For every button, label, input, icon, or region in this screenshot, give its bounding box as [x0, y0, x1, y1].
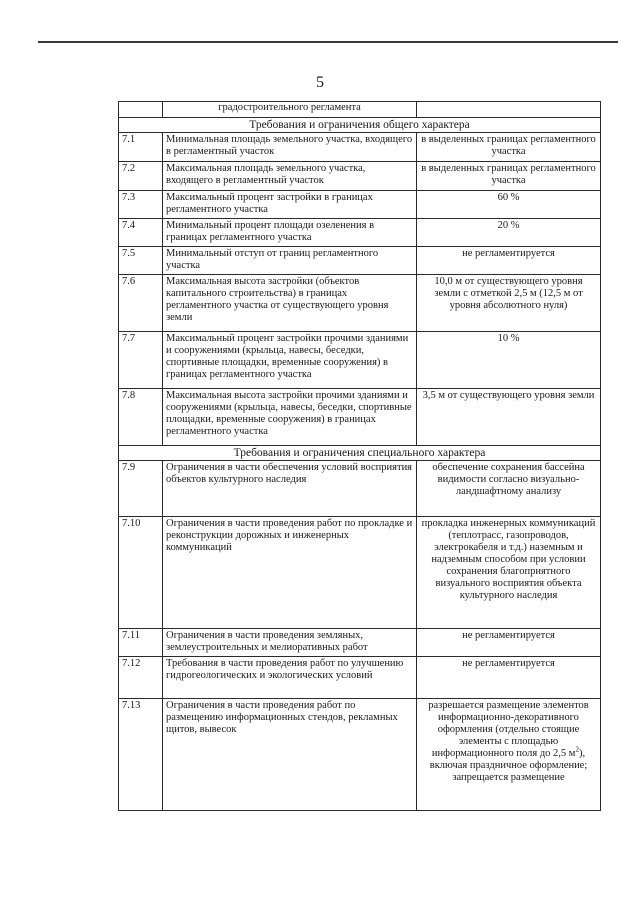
row-description: Ограничения в части обеспечения условий восприятия объектов культурного наследия	[163, 461, 417, 517]
row-value: 60 %	[417, 191, 601, 219]
table-row	[119, 133, 601, 162]
row-number: 7.2	[119, 162, 163, 191]
row-value: 10,0 м от существующего уровня земли с отметкой 2,5 м (12,5 м от уровня абсолютного нуля)	[417, 275, 601, 332]
row-description: Минимальный процент площади озеленения в границах регламентного участка	[163, 219, 417, 247]
row-value: 10 %	[417, 332, 601, 389]
row-number: 7.12	[119, 657, 163, 699]
section-row-special	[119, 446, 601, 461]
table-row	[119, 332, 601, 389]
row-description: Максимальная высота застройки (объектов капитального строительства) в границах регламентного участка от существующего уровня земли	[163, 275, 417, 332]
table-row	[119, 699, 601, 811]
row-value-part: разрешается размещение элементов информационно-декоративного оформления (отдельно стоящие элементы с площадью информационного поля до 2,5 м	[428, 700, 589, 759]
table-row	[119, 219, 601, 247]
row-description: Максимальный процент застройки прочими зданиями и сооружениями (крыльца, навесы, беседки, спортивные площадки, временные сооружения) в границах регламентного участка	[163, 332, 417, 389]
table-row	[119, 162, 601, 191]
row-number: 7.8	[119, 389, 163, 446]
row-value: не регламентируется	[417, 247, 601, 275]
row-value: 20 %	[417, 219, 601, 247]
row-number: 7.5	[119, 247, 163, 275]
table-row	[119, 657, 601, 699]
section-row-general	[119, 118, 601, 133]
row-value: обеспечение сохранения бассейна видимости согласно визуально-ландшафтному анализу	[417, 461, 601, 517]
section-title-special: Требования и ограничения специального характера	[119, 446, 601, 461]
row-value: в выделенных границах регламентного участка	[417, 133, 601, 162]
row-description: Ограничения в части проведения работ по прокладке и реконструкции дорожных и инженерных коммуникаций	[163, 517, 417, 629]
row-description: Ограничения в части проведения работ по размещению информационных стендов, рекламных щитов, вывесок	[163, 699, 417, 811]
table-row	[119, 629, 601, 657]
row-number: 7.4	[119, 219, 163, 247]
row-number: 7.9	[119, 461, 163, 517]
table-row	[119, 275, 601, 332]
row-number: 7.11	[119, 629, 163, 657]
row-value: прокладка инженерных коммуникаций (теплотрасс, газопроводов, электрокабеля и т.д.) наземным и надземным способом при условии сохранения благоприятного визуального восприятия объекта культурного наследия	[417, 517, 601, 629]
table-header-row	[119, 102, 601, 118]
row-description: Максимальный процент застройки в границах регламентного участка	[163, 191, 417, 219]
row-description: Максимальная высота застройки прочими зданиями и сооружениями (крыльца, навесы, беседки, спортивные площадки, временные сооружения) в границах регламентного участка	[163, 389, 417, 446]
row-number: 7.6	[119, 275, 163, 332]
row-number: 7.10	[119, 517, 163, 629]
row-value-part: ), включая праздничное оформление; запрещается размещение	[429, 748, 588, 783]
regulation-table	[118, 101, 601, 811]
row-description: Минимальный отступ от границ регламентного участка	[163, 247, 417, 275]
row-value: не регламентируется	[417, 657, 601, 699]
table-row	[119, 517, 601, 629]
row-description: Минимальная площадь земельного участка, входящего в регламентный участок	[163, 133, 417, 162]
table-row	[119, 461, 601, 517]
row-value: в выделенных границах регламентного участка	[417, 162, 601, 191]
superscript: 2	[575, 745, 579, 754]
row-description: Ограничения в части проведения земляных, землеустроительных и мелиоративных работ	[163, 629, 417, 657]
page-number: 5	[316, 74, 324, 91]
row-number: 7.3	[119, 191, 163, 219]
row-description: Требования в части проведения работ по улучшению гидрогеологических и экологических условий	[163, 657, 417, 699]
row-number: 7.13	[119, 699, 163, 811]
table-row	[119, 247, 601, 275]
row-value	[417, 699, 601, 811]
row-description: Максимальная площадь земельного участка, входящего в регламентный участок	[163, 162, 417, 191]
header-value-cell	[417, 102, 601, 118]
row-value: не регламентируется	[417, 629, 601, 657]
header-label-cell: градостроительного регламента	[163, 102, 417, 118]
row-value: 3,5 м от существующего уровня земли	[417, 389, 601, 446]
scan-edge-line	[38, 41, 618, 43]
table-row	[119, 389, 601, 446]
section-title-general: Требования и ограничения общего характера	[119, 118, 601, 133]
header-num-cell	[119, 102, 163, 118]
row-number: 7.1	[119, 133, 163, 162]
row-number: 7.7	[119, 332, 163, 389]
table-row	[119, 191, 601, 219]
